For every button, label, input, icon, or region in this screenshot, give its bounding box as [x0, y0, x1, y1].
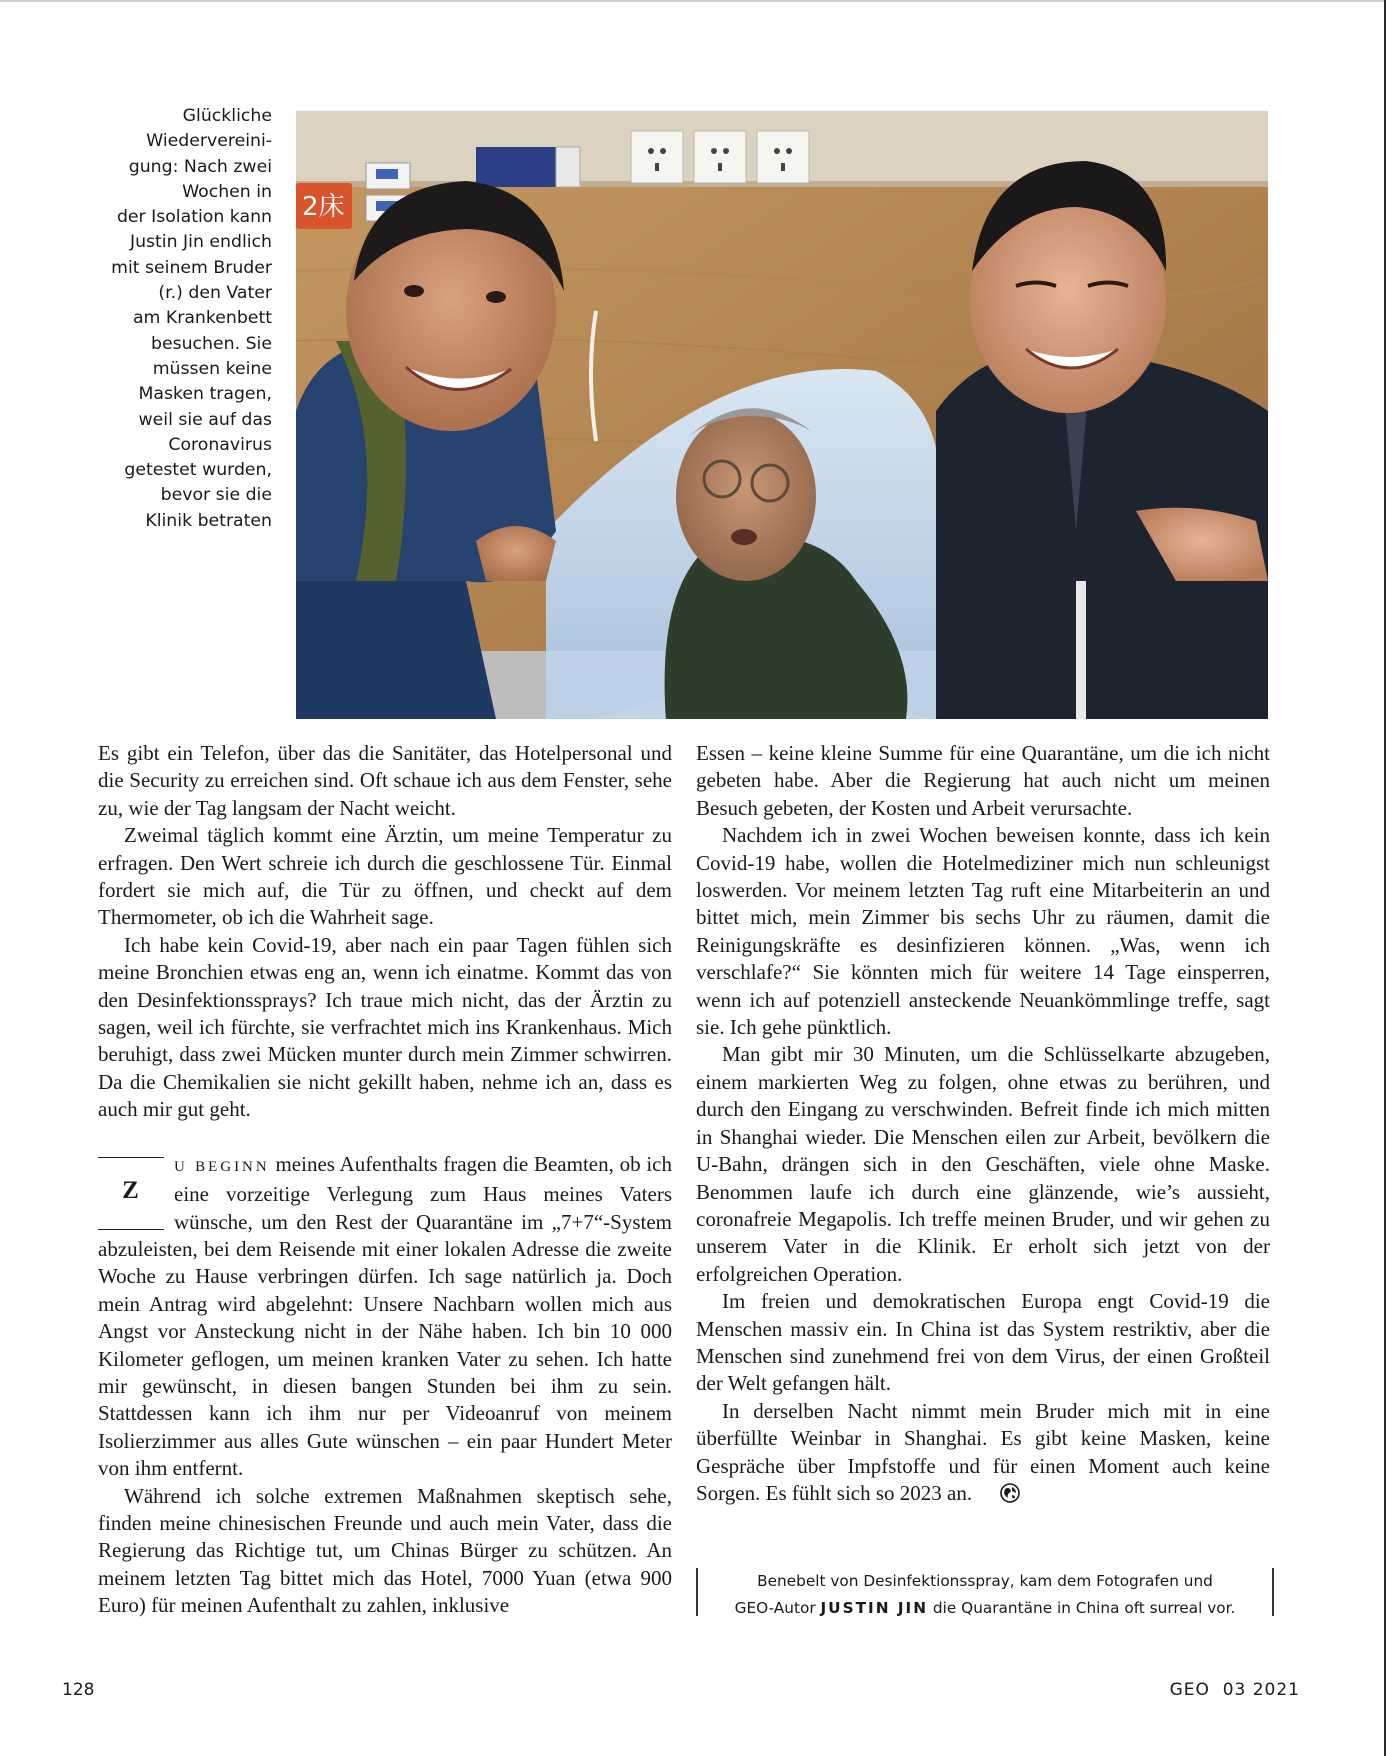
author-note	[696, 1568, 1274, 1616]
section-gap	[98, 1124, 672, 1151]
caption-line: müssen keine	[152, 358, 272, 379]
paragraph-text: In derselben Nacht nimmt mein Bruder mich mit in eine überfüllte Weinbar in Shanghai. Es gibt keine Masken, keine Gespräche über Impfstoffe und für einen Moment auch keine Sorgen. Es fühlt sich so 2023 an.	[696, 1398, 1270, 1505]
paragraph: Essen – keine kleine Summe für eine Quarantäne, um die ich nicht gebeten habe. Aber die Regierung hat auch nicht um meinen Besuch gebeten, der Kosten und Arbeit verursachte.	[696, 741, 1270, 820]
caption-line: (r.) den Vater	[158, 283, 272, 304]
paragraph-text: meines Aufenthalts fragen die Beamten, ob ich eine vorzeitige Verlegung zum Haus meines Vaters wünsche, um den Rest der Quarantäne im „7+7“-System abzuleisten, bei dem Reisende mit einer lokalen Adresse die zweite Woche zu Hause verbringen dürfen. Ich sage natürlich ja. Doch mein Antrag wird abgelehnt: Unsere Nachbarn wollen mich aus Angst vor Ansteckung nicht in der Nähe haben. Ich bin 10 000 Kilometer geflogen, um meinen kranken Vater zu sehen. Ich hatte mir gewünscht, in diesen bangen Stunden bei ihm zu sein. Stattdessen kann ich ihm nur per Videoanruf von meinem Isolierzimmer aus alles Gute wünschen – ein paar Hundert Meter von ihm entfernt.	[98, 1151, 672, 1481]
paragraph: Im freien und demokratischen Europa engt Covid-19 die Menschen massiv ein. In China ist das System restriktiv, aber die Menschen sind zunehmend frei von dem Virus, der einen Großteil der Welt gefangen hält.	[696, 1289, 1270, 1396]
drop-cap	[98, 1157, 164, 1231]
drop-cap-letter: Z	[122, 1176, 140, 1204]
caption-line: Klinik betraten	[145, 510, 272, 531]
caption-line: der Isolation kann	[116, 207, 272, 228]
paragraph: Zweimal täglich kommt eine Ärztin, um meine Temperatur zu erfragen. Den Wert schreie ich durch die geschlossene Tür. Einmal fordert sie mich auf, die Tür zu öffnen, und checkt auf dem Thermometer, ob ich die Wahrheit sage.	[98, 823, 672, 930]
author-note-line: Benebelt von Desinfektionsspray, kam dem Fotografen und	[757, 1572, 1213, 1590]
drop-cap-rule-top	[98, 1157, 164, 1159]
paragraph	[696, 1398, 1270, 1511]
globe-icon	[974, 1483, 1020, 1510]
paragraph: Nachdem ich in zwei Wochen beweisen konnte, dass ich kein Covid-19 habe, wollen die Hotelmediziner mich nun schleunigst loswerden. Vor meinem letzten Tag ruft eine Mitarbeiterin an und bittet mich, mein Zimmer bis sechs Uhr zu räumen, damit die Reinigungskräfte es desinfizieren können. „Was, wenn ich verschlafe?“ Sie könnten mich für weitere 14 Tage einsperren, wenn ich auf potenziell ansteckende Neuankömmlinge treffe, sagt sie. Ich gehe pünktlich.	[696, 823, 1270, 1040]
hospital-selfie-photo	[296, 111, 1268, 719]
author-note-line	[698, 1595, 1272, 1622]
paragraph	[98, 1151, 672, 1483]
paragraph: Während ich solche extremen Maßnahmen skeptisch sehe, finden meine chinesischen Freunde und auch mein Vater, dass die Regierung das Richtige tut, um Chinas Bürger zu schützen. An meinem letzten Tag bittet mich das Hotel, 7000 Yuan (etwa 900 Euro) für meinen Aufenthalt zu zahlen, inklusive	[98, 1483, 672, 1618]
caption-line: getestet wurden,	[124, 460, 272, 481]
magazine-issue: GEO 03 2021	[1169, 1680, 1300, 1700]
caption-line: weil sie auf das	[138, 409, 272, 430]
caption-line: Justin Jin endlich	[129, 232, 272, 253]
author-note-suffix: die Quarantäne in China oft surreal vor.	[928, 1599, 1236, 1617]
caption-line: Wochen in	[182, 181, 272, 202]
article-column-right	[696, 740, 1270, 1510]
caption-line: Wiedervereini-	[146, 131, 272, 152]
caption-line: Masken tragen,	[138, 384, 272, 405]
paragraph: Man gibt mir 30 Minuten, um die Schlüsselkarte abzugeben, einem markierten Weg zu folgen, ohne etwas zu berühren, und durch den Eingang zu verschwinden. Befreit finde ich mich mitten in Shanghai wieder. Die Menschen eilen zur Arbeit, bevölkern die U-Bahn, drängen sich in den Geschäften, viele ohne Maske. Benommen laufe ich durch eine glänzende, wie’s aussieht, coronafreie Megapolis. Ich treffe meinen Bruder, und wir gehen zu unserem Vater in die Klinik. Er erholt sich jetzt von der erfolgreichen Operation.	[696, 1042, 1270, 1286]
caption-line: bevor sie die	[160, 485, 272, 506]
caption-line: Coronavirus	[168, 434, 272, 455]
lead-in: U BEGINN	[174, 1158, 270, 1175]
section-start	[98, 1151, 672, 1483]
page-top-edge	[0, 0, 1386, 2]
caption-line: mit seinem Bruder	[111, 257, 272, 278]
caption-line: am Krankenbett	[132, 308, 272, 329]
article-column-left	[98, 740, 672, 1620]
page-number: 128	[62, 1680, 95, 1700]
paragraph: Es gibt ein Telefon, über das die Sanitäter, das Hotelpersonal und die Security zu erreichen sind. Oft schaue ich aus dem Fenster, sehe zu, wie der Tag langsam der Nacht weicht.	[98, 741, 672, 820]
paragraph: Ich habe kein Covid-19, aber nach ein paar Tagen fühlen sich meine Bronchien etwas eng an, wenn ich einatme. Kommt das von den Desinfektionssprays? Ich traue mich nicht, das der Ärztin zu sagen, weil ich fürchte, sie verfrachtet mich ins Krankenhaus. Mich beruhigt, dass zwei Mücken munter durch mein Zimmer schwirren. Da die Chemikalien sie nicht gekillt haben, nehme ich an, dass es auch mir gut geht.	[98, 932, 672, 1122]
caption-line: gung: Nach zwei	[128, 156, 272, 177]
photo-caption	[96, 104, 272, 534]
bed-sign-text: 2床	[302, 192, 345, 222]
author-name: JUSTIN JIN	[820, 1599, 929, 1617]
author-note-prefix: GEO-Autor	[734, 1599, 821, 1617]
drop-cap-rule-bottom	[98, 1229, 164, 1231]
caption-line: Glückliche	[182, 106, 272, 126]
caption-line: besuchen. Sie	[151, 333, 272, 354]
